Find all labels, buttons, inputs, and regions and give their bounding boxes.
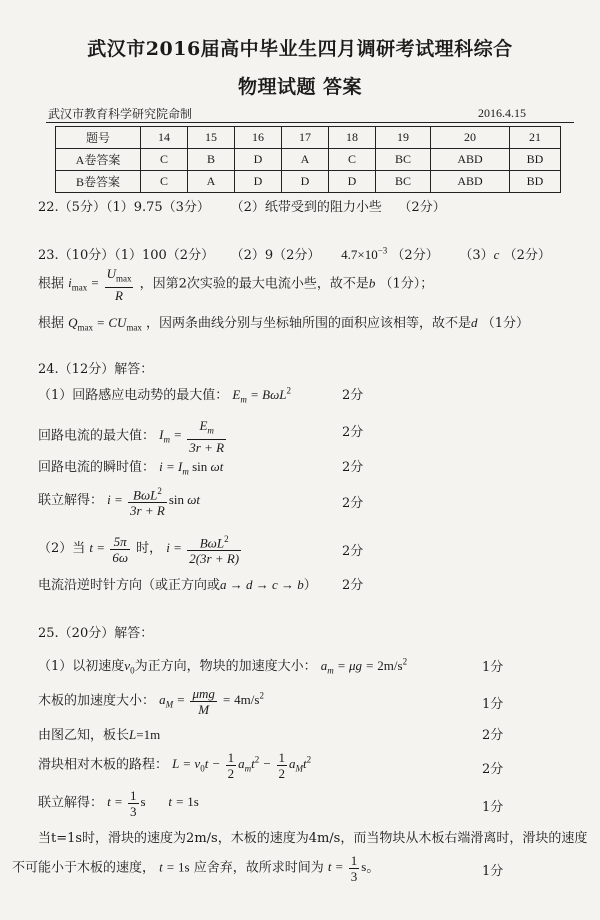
q23-line-1 <box>38 244 551 263</box>
q25-line-2 <box>38 686 264 717</box>
table-row <box>56 171 561 193</box>
table-cell: BC <box>376 171 431 193</box>
q24-line3-text: 回路电流的瞬时值： <box>38 460 156 475</box>
q25-line7-prefix: 不可能小于木板的速度， <box>12 860 156 876</box>
q24-line6-text: 电流沿逆时针方向（或正方向或 <box>38 578 221 593</box>
q25-line-7 <box>12 853 379 884</box>
q25-points-1: 1分 <box>482 660 504 675</box>
q22-head: 22.（5分）（1）9.75（3分） <box>38 200 210 215</box>
formula-final-time: t = $\frac{1}{3}$ s <box>327 853 367 884</box>
q24-line1-text: （1）回路感应电动势的最大值： <box>38 388 229 403</box>
table-cell: BD <box>510 149 561 171</box>
q23-line3-prefix: 根据 <box>38 316 65 331</box>
q25-line5-text: 联立解得： <box>38 795 104 811</box>
formula-current-direction: a → d → c → b <box>220 577 304 592</box>
table-cell: A <box>188 171 235 193</box>
q24-line6-end: ） <box>303 578 317 593</box>
table-cell: B <box>188 149 235 171</box>
document-title: 武汉市2016届高中毕业生四月调研考试理科综合 <box>87 38 513 60</box>
q25-points-2: 1分 <box>482 697 504 712</box>
table-cell: 17 <box>282 127 329 149</box>
q23-line2-points: （1分）； <box>379 276 434 292</box>
q25-line3-value: =1m <box>136 727 161 742</box>
q22-line <box>38 196 446 215</box>
q24-line-5 <box>38 532 243 566</box>
formula-imax: $i_{max}$ = $\frac{U_{max}}{R}$ <box>68 266 132 303</box>
q23-line2-text: ，因第2次实验的最大电流小些，故不是 <box>139 276 369 292</box>
q23-head: 23.（10分）（1）100（2分） <box>38 248 215 263</box>
q25-line1-prefix: （1）以初速度 <box>38 659 125 674</box>
issuing-organization: 武汉市教育科学研究院命制 <box>48 107 193 121</box>
table-cell: 19 <box>376 127 431 149</box>
q25-line-3 <box>38 724 160 743</box>
formula-current-instant: $i = I_m$ sin ωt <box>159 459 224 477</box>
table-cell: ABD <box>431 149 510 171</box>
q25-line-6: 当t=1s时，滑块的速度为2m/s，木板的速度为4m/s，而当物块从木板右端滑离时，滑块的速度 <box>38 831 588 846</box>
table-cell: BD <box>510 171 561 193</box>
table-row <box>56 149 561 171</box>
table-cell: A <box>282 149 329 171</box>
q23-part3-exponent: −3 <box>377 245 388 256</box>
table-cell: D <box>235 149 282 171</box>
q25-points-6: 1分 <box>482 864 504 879</box>
q23-line2-prefix: 根据 <box>38 276 65 292</box>
formula-qmax: $Q_{max} = CU_{max}$ <box>68 315 142 333</box>
table-cell: 20 <box>431 127 510 149</box>
table-cell: C <box>141 149 188 171</box>
q23-line3-points: （1分） <box>481 316 529 331</box>
q25-head: 25.（20分）解答： <box>38 626 154 641</box>
q24-points-4: 2分 <box>342 496 364 511</box>
formula-current-max: $I_m$ = $\frac{E_m}{3r + R}$ <box>159 418 225 455</box>
q25-line-1 <box>38 655 407 676</box>
q25-line7-text: 应舍弃，故所求时间为 <box>193 860 324 876</box>
q24-points-2: 2分 <box>342 425 364 440</box>
symbol-v0: $v_0$ <box>124 658 135 676</box>
answer-table <box>55 126 561 193</box>
q24-points-3: 2分 <box>342 460 364 475</box>
table-cell: C <box>329 149 376 171</box>
q24-line4-text: 联立解得： <box>38 493 104 509</box>
q24-line5-prefix: （2）当 <box>38 541 86 557</box>
q24-points-1: 2分 <box>342 388 364 403</box>
formula-current-solution: i = $\frac{B\omega L^2}{3r + R}$ sin ωt <box>107 486 201 519</box>
q25-line2-text: 木板的加速度大小： <box>38 693 156 709</box>
table-cell: D <box>235 171 282 193</box>
formula-block-acceleration: $a_m = \mu g = 2m/s^2$ <box>320 656 408 676</box>
q22-points: （2分） <box>398 200 446 215</box>
q24-line-2 <box>38 418 228 455</box>
q25-points-5: 1分 <box>482 800 504 815</box>
q22-part2: （2）纸带受到的阻力小些 <box>230 200 382 215</box>
table-cell: 14 <box>141 127 188 149</box>
issue-date: 2016.4.15 <box>478 106 526 120</box>
q23-line3-var: d <box>471 315 478 330</box>
q24-line-1 <box>38 384 291 405</box>
q23-part2: （2）9（2分） <box>230 248 321 263</box>
q23-part4-points: （2分） <box>503 248 551 263</box>
table-cell: D <box>282 171 329 193</box>
q24-line5-mid: 时， <box>136 541 163 557</box>
table-cell: 16 <box>235 127 282 149</box>
table-cell: ABD <box>431 171 510 193</box>
q23-part3-value: 4.7×10 <box>341 247 378 262</box>
q25-line4-text: 滑块相对木板的路程： <box>38 757 169 773</box>
formula-relative-path: $L = v_0t$ − $\frac{1}{2}$ $a_mt^2$ − $\frac{1}{2}$ $a_Mt^2$ <box>172 750 312 781</box>
q23-line3-text: ，因两条曲线分别与坐标轴所围的面积应该相等，故不是 <box>146 316 472 331</box>
q23-line-3 <box>38 312 529 333</box>
table-cell: D <box>329 171 376 193</box>
q23-part4-label: （3） <box>459 248 494 263</box>
q23-line2-var: b <box>368 275 376 291</box>
formula-board-acceleration: $a_M$ = $\frac{\text{μmg}}{M}$ = $4m/s^2$ <box>159 686 264 717</box>
q25-line-5 <box>38 788 199 819</box>
table-cell: C <box>141 171 188 193</box>
table-cell: A卷答案 <box>56 149 141 171</box>
table-cell: 21 <box>510 127 561 149</box>
table-cell: BC <box>376 149 431 171</box>
q25-line3-text: 由图乙知，板长 <box>38 728 130 743</box>
q25-points-3: 2分 <box>482 728 504 743</box>
formula-time-solutions: t = $\frac{1}{3}$ s t = 1s <box>107 788 199 819</box>
table-cell: B卷答案 <box>56 171 141 193</box>
header-rule <box>46 122 574 123</box>
q24-line2-text: 回路电流的最大值： <box>38 428 156 444</box>
q24-head: 24.（12分）解答： <box>38 362 154 377</box>
document-subtitle: 物理试题 答案 <box>237 76 363 98</box>
q24-points-5: 2分 <box>342 544 364 559</box>
formula-discard-time: t = 1s <box>159 859 190 875</box>
table-cell: 15 <box>188 127 235 149</box>
q24-points-6: 2分 <box>342 578 364 593</box>
q24-line-3 <box>38 456 223 477</box>
symbol-board-length: L <box>129 727 137 742</box>
table-cell: 题号 <box>56 127 141 149</box>
formula-time: t = $\frac{5\pi}{6\omega}$ <box>89 533 128 565</box>
q24-line-4 <box>38 484 200 518</box>
q23-part3-points: （2分） <box>391 248 439 263</box>
q25-line-4 <box>38 750 311 781</box>
q25-line7-end: 。 <box>366 860 380 876</box>
q23-line-2 <box>38 266 433 303</box>
q25-points-4: 2分 <box>482 762 504 777</box>
formula-emf-max: $E_m = B\omega L^2$ <box>232 385 291 405</box>
table-row <box>56 127 561 149</box>
formula-current-value: i = $\frac{B\omega L^2}{2(3r + R)}$ <box>166 534 240 567</box>
q23-part4-var: c <box>493 247 500 262</box>
table-cell: 18 <box>329 127 376 149</box>
q24-line-6 <box>38 574 317 593</box>
q25-line1-text: 为正方向，物块的加速度大小： <box>134 659 317 674</box>
